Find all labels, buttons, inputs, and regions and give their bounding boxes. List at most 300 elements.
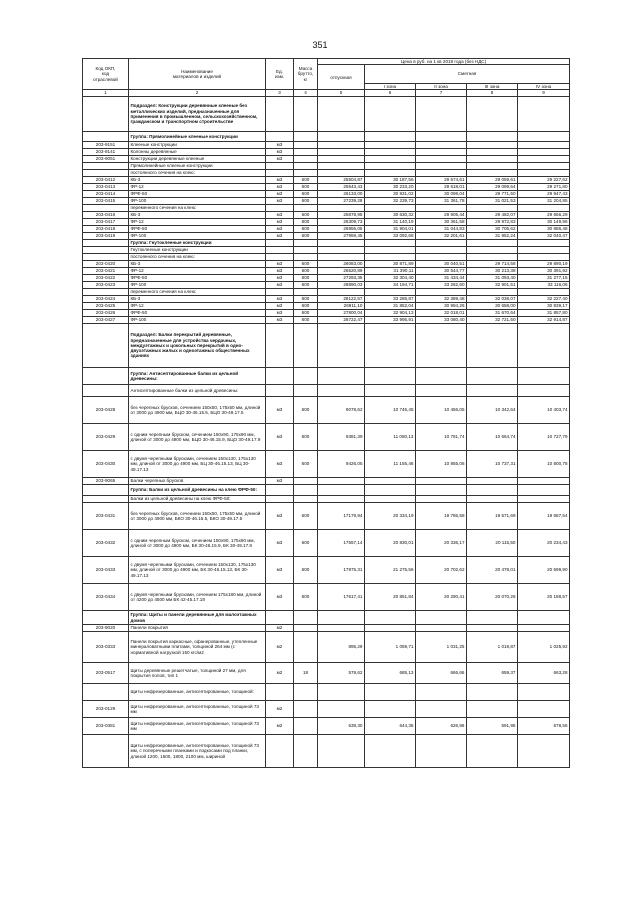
material-name: КБ-3: [129, 261, 266, 268]
column-index: 7: [416, 90, 467, 97]
unit: м3: [266, 177, 294, 184]
empty-cell: [467, 240, 518, 247]
empty-cell: [318, 496, 365, 503]
empty-cell: [518, 385, 570, 397]
okp-code: 203-0421: [83, 268, 129, 275]
material-name: Щиты нефрезерованные, антисептированные, толщиной 73 мм: [129, 718, 266, 735]
price-otpusknaya: 539,30: [318, 718, 365, 735]
empty-cell: [266, 289, 294, 296]
okp-code: 203-0413: [83, 184, 129, 191]
table-row: [83, 625, 570, 632]
price-zone-4: 32 227,40: [518, 296, 570, 303]
table-row: [83, 451, 570, 478]
subheading-row: [83, 289, 570, 296]
mass: 600: [294, 268, 318, 275]
unit: м3: [266, 557, 294, 584]
mass: [294, 632, 318, 663]
mass: 600: [294, 177, 318, 184]
price-otpusknaya: 27293,35: [318, 275, 365, 282]
price-zone-4: 19 687,54: [518, 503, 570, 530]
empty-cell: [266, 684, 294, 701]
price-zone-4: 29 656,29: [518, 212, 570, 219]
price-zone-3: 659,37: [467, 663, 518, 684]
mass: 600: [294, 397, 318, 424]
empty-cell: [318, 385, 365, 397]
okp-code: [83, 485, 129, 496]
empty-cell: [365, 735, 416, 768]
empty-cell: [365, 496, 416, 503]
mass: [294, 142, 318, 149]
price-zone-2: 29 618,01: [416, 184, 467, 191]
unit: м2: [266, 701, 294, 718]
price-zone-1: 30 871,89: [365, 261, 416, 268]
okp-code: 203-0428: [83, 397, 129, 424]
empty-cell: [467, 496, 518, 503]
mass: 600: [294, 584, 318, 611]
price-zone-4: 578,56: [518, 718, 570, 735]
okp-code: 203-0422: [83, 275, 129, 282]
price-table: [82, 58, 570, 768]
okp-code: 203-0431: [83, 503, 129, 530]
price-zone-3: 30 213,38: [467, 268, 518, 275]
price-zone-3: 31 021,53: [467, 198, 518, 205]
column-index: 1: [83, 90, 129, 97]
subheading: Прямолинейные клееные конструкции: [129, 163, 266, 170]
price-zone-4: [518, 156, 570, 163]
price-zone-1: 31 390,11: [365, 268, 416, 275]
empty-cell: [266, 485, 294, 496]
price-otpusknaya: 895,29: [318, 632, 365, 663]
empty-cell: [294, 205, 318, 212]
mass: 600: [294, 303, 318, 310]
empty-cell: [416, 611, 467, 625]
price-zone-3: [467, 142, 518, 149]
unit: м3: [266, 397, 294, 424]
empty-cell: [365, 205, 416, 212]
price-zone-3: 31 093,40: [467, 275, 518, 282]
okp-code: 203-0417: [83, 219, 129, 226]
price-zone-4: 20 599,90: [518, 557, 570, 584]
table-row: [83, 424, 570, 451]
group-row: [83, 368, 570, 385]
price-otpusknaya: 17557,14: [318, 530, 365, 557]
okp-code: [83, 368, 129, 385]
empty-cell: [266, 735, 294, 768]
empty-cell: [518, 240, 570, 247]
price-zone-2: 20 290,41: [416, 584, 467, 611]
section-title: Подраздел: Балки перекрытий деревянные, предназначенные для устройства чердачных, междуэтажных и цокольных перекрытий в одно-двухэтажных жилых и одноэтажных общественных зданиях: [129, 324, 266, 368]
price-otpusknaya: 26911,10: [318, 303, 365, 310]
column-index: 9: [518, 90, 570, 97]
page-number: 351: [312, 40, 328, 50]
table-row: [83, 530, 570, 557]
price-zone-1: [365, 478, 416, 485]
empty-cell: [266, 97, 294, 132]
empty-cell: [266, 240, 294, 247]
empty-cell: [294, 485, 318, 496]
okp-code: [83, 611, 129, 625]
empty-cell: [318, 97, 365, 132]
price-otpusknaya: [318, 142, 365, 149]
unit: м2: [266, 632, 294, 663]
okp-code: [83, 289, 129, 296]
empty-cell: [518, 163, 570, 170]
mass: 600: [294, 503, 318, 530]
price-zone-2: 32 018,01: [416, 310, 467, 317]
empty-cell: [467, 368, 518, 385]
price-zone-1: 34 194,71: [365, 282, 416, 289]
price-zone-1: 11 155,46: [365, 451, 416, 478]
mass: 600: [294, 275, 318, 282]
price-zone-4: 30 839,17: [518, 303, 570, 310]
price-zone-1: 20 851,84: [365, 584, 416, 611]
subheading: переменного сечения на клею:: [129, 289, 266, 296]
table-row: [83, 149, 570, 156]
unit: м3: [266, 226, 294, 233]
empty-cell: [318, 205, 365, 212]
price-zone-1: 10 745,45: [365, 397, 416, 424]
price-zone-4: 20 234,43: [518, 530, 570, 557]
table-row: [83, 718, 570, 735]
price-zone-4: 29 890,19: [518, 261, 570, 268]
price-zone-1: 30 233,20: [365, 184, 416, 191]
material-name: КБ-3: [129, 296, 266, 303]
okp-code: 203-0420: [83, 261, 129, 268]
price-zone-3: 1 019,87: [467, 632, 518, 663]
price-otpusknaya: 25504,87: [318, 177, 365, 184]
price-zone-1: 32 904,13: [365, 310, 416, 317]
table-row: [83, 503, 570, 530]
table-row: [83, 663, 570, 684]
okp-code: [83, 254, 129, 261]
empty-cell: [518, 170, 570, 177]
okp-code: 203-9051: [83, 156, 129, 163]
price-zone-3: 29 972,83: [467, 219, 518, 226]
unit: м3: [266, 296, 294, 303]
subheading: Антисептированные балки из цельной древесины:: [129, 385, 266, 397]
price-zone-4: 31 857,80: [518, 310, 570, 317]
empty-cell: [266, 163, 294, 170]
material-name: ФР-100: [129, 233, 266, 240]
price-zone-3: [467, 701, 518, 718]
empty-cell: [416, 247, 467, 254]
mass: 600: [294, 451, 318, 478]
empty-cell: [266, 170, 294, 177]
header-unit: Ед. изм.: [266, 59, 294, 90]
table-row: [83, 296, 570, 303]
price-otpusknaya: 27959,45: [318, 233, 365, 240]
mass: [294, 718, 318, 735]
material-name: ФР-12: [129, 184, 266, 191]
unit: м3: [266, 451, 294, 478]
group-row: [83, 611, 570, 625]
material-name: ФР-100: [129, 198, 266, 205]
okp-code: 203-9020: [83, 625, 129, 632]
table-body: [83, 97, 570, 768]
empty-cell: [518, 97, 570, 132]
empty-cell: [294, 385, 318, 397]
price-zone-2: [416, 701, 467, 718]
empty-cell: [467, 385, 518, 397]
price-zone-3: 32 901,51: [467, 282, 518, 289]
group-row: [83, 240, 570, 247]
price-zone-4: 1 025,92: [518, 632, 570, 663]
empty-cell: [266, 368, 294, 385]
okp-code: [83, 684, 129, 701]
price-zone-2: [416, 142, 467, 149]
price-zone-2: 30 544,77: [416, 268, 467, 275]
header-price-title: Цена в руб. на 1 кв 2019 года (без НДС): [318, 59, 570, 65]
subheading: Щиты нефрезерованные, антисептированные, толщиной:: [129, 684, 266, 701]
price-zone-3: [467, 149, 518, 156]
price-zone-1: 20 334,19: [365, 503, 416, 530]
price-zone-1: 1 059,71: [365, 632, 416, 663]
price-zone-3: 10 664,74: [467, 424, 518, 451]
empty-cell: [365, 254, 416, 261]
empty-cell: [365, 97, 416, 132]
price-zone-2: 626,96: [416, 718, 467, 735]
subheading: Щиты нефрезерованные, антисептированные, толщиной 73 мм, с поперечными планками и подкосами под планки, длиной 1200, 1500, 1800, 2100 мм, шириной: [129, 735, 266, 768]
price-otpusknaya: 9381,39: [318, 424, 365, 451]
okp-code: 203-0418: [83, 226, 129, 233]
table-row: [83, 268, 570, 275]
price-zone-2: 30 994,26: [416, 303, 467, 310]
empty-cell: [318, 485, 365, 496]
header-zone-1: I зона: [365, 83, 416, 89]
empty-cell: [467, 289, 518, 296]
mass: 600: [294, 424, 318, 451]
price-zone-1: [365, 625, 416, 632]
table-row: [83, 212, 570, 219]
material-name: без черепных брусков, сечением 150х50, 175х50 мм, длиной от 3000 до 4900 мм, БКО 30-46.15.5, БКО 30-49.17.5: [129, 503, 266, 530]
table-row: [83, 701, 570, 718]
price-zone-3: [467, 625, 518, 632]
unit: м2: [266, 663, 294, 684]
empty-cell: [416, 205, 467, 212]
empty-cell: [518, 289, 570, 296]
unit: м3: [266, 233, 294, 240]
group-title: Группа: Прямолинейные клееные конструкции: [129, 132, 266, 142]
table-row: [83, 282, 570, 289]
price-otpusknaya: 28122,57: [318, 296, 365, 303]
price-zone-3: 30 705,62: [467, 226, 518, 233]
material-name: КБ-3: [129, 212, 266, 219]
table-row: [83, 156, 570, 163]
price-zone-2: 32 201,61: [416, 233, 467, 240]
column-index: 3: [266, 90, 294, 97]
price-zone-2: 33 080,40: [416, 317, 467, 324]
empty-cell: [416, 368, 467, 385]
empty-cell: [318, 240, 365, 247]
table-row: [83, 478, 570, 485]
okp-code: 203-0425: [83, 303, 129, 310]
empty-cell: [467, 254, 518, 261]
price-zone-3: 19 571,69: [467, 503, 518, 530]
empty-cell: [365, 368, 416, 385]
group-title: Группа: Гнутоклееные конструкции: [129, 240, 266, 247]
subheading: Балки из цельной древесины на клею ФРФ-50:: [129, 496, 266, 503]
header-mass: Масса брутто, кг: [294, 59, 318, 90]
empty-cell: [416, 254, 467, 261]
header-zone-4: IV зона: [518, 83, 570, 89]
price-zone-2: 19 786,58: [416, 503, 467, 530]
empty-cell: [294, 735, 318, 768]
price-zone-4: 10 727,79: [518, 424, 570, 451]
okp-code: [83, 324, 129, 368]
empty-cell: [518, 611, 570, 625]
okp-code: 203-0426: [83, 310, 129, 317]
unit: м3: [266, 191, 294, 198]
okp-code: [83, 247, 129, 254]
okp-code: 203-0333: [83, 632, 129, 663]
price-zone-1: [365, 701, 416, 718]
price-otpusknaya: 27239,28: [318, 198, 365, 205]
table-row: [83, 184, 570, 191]
price-zone-2: 33 262,60: [416, 282, 467, 289]
price-zone-4: [518, 478, 570, 485]
okp-code: [83, 132, 129, 142]
price-zone-2: 30 098,04: [416, 191, 467, 198]
unit: м3: [266, 142, 294, 149]
empty-cell: [294, 324, 318, 368]
price-otpusknaya: 25543,43: [318, 184, 365, 191]
empty-cell: [416, 170, 467, 177]
mass: 600: [294, 219, 318, 226]
price-zone-4: 31 204,85: [518, 198, 570, 205]
empty-cell: [266, 254, 294, 261]
price-zone-4: 20 188,57: [518, 584, 570, 611]
okp-code: [83, 205, 129, 212]
header-code: Код ОКП, код отраслевой: [83, 59, 129, 90]
mass: [294, 478, 318, 485]
okp-code: 203-0414: [83, 191, 129, 198]
okp-code: 203-0416: [83, 212, 129, 219]
table-row: [83, 226, 570, 233]
table-row: [83, 275, 570, 282]
material-name: с двумя черепными брусками, сечением 150х130, 175х130 мм, длиной от 3000 до 4900 мм, БК 30-46.15.13, БК 30-49.17.13: [129, 557, 266, 584]
empty-cell: [318, 163, 365, 170]
section-row: [83, 97, 570, 132]
price-zone-2: [416, 149, 467, 156]
empty-cell: [467, 170, 518, 177]
price-zone-2: 32 389,48: [416, 296, 467, 303]
empty-cell: [294, 611, 318, 625]
material-name: без черепных брусков, сечением 150х50, 175х50 мм, длиной от 3000 до 4900 мм, БЦО 30-46.15.5, БЦО 30-49.17.5: [129, 397, 266, 424]
material-name: ФРФ-50: [129, 226, 266, 233]
okp-code: 203-0424: [83, 296, 129, 303]
price-otpusknaya: 9078,62: [318, 397, 365, 424]
price-zone-3: 591,95: [467, 718, 518, 735]
subheading-row: [83, 254, 570, 261]
empty-cell: [416, 485, 467, 496]
subheading-row: [83, 163, 570, 170]
price-otpusknaya: 26083,00: [318, 261, 365, 268]
price-zone-3: 29 714,58: [467, 261, 518, 268]
empty-cell: [365, 485, 416, 496]
price-zone-1: 33 995,91: [365, 317, 416, 324]
price-zone-3: 31 852,24: [467, 233, 518, 240]
empty-cell: [294, 368, 318, 385]
subheading: Гнутоклееные конструкции: [129, 247, 266, 254]
header-zone-2: II зона: [416, 83, 467, 89]
okp-code: 203-9065: [83, 478, 129, 485]
price-zone-4: 32 040,47: [518, 233, 570, 240]
mass: 600: [294, 317, 318, 324]
okp-code: 203-0381: [83, 718, 129, 735]
empty-cell: [365, 240, 416, 247]
empty-cell: [294, 163, 318, 170]
price-zone-4: 663,28: [518, 663, 570, 684]
okp-code: 203-9141: [83, 149, 129, 156]
table-row: [83, 303, 570, 310]
price-zone-2: 1 031,25: [416, 632, 467, 663]
price-zone-2: 10 456,05: [416, 397, 467, 424]
subheading: постоянного сечения на клею:: [129, 170, 266, 177]
price-zone-4: [518, 701, 570, 718]
header-otpusknaya: отпускная: [318, 65, 365, 90]
price-zone-3: 10 737,31: [467, 451, 518, 478]
material-name: Колонны деревянные: [129, 149, 266, 156]
empty-cell: [467, 132, 518, 142]
price-zone-4: [518, 142, 570, 149]
unit: м3: [266, 268, 294, 275]
group-title: Группа: Балки из цельной древесины на клею ФРФ-50:: [129, 485, 266, 496]
empty-cell: [518, 496, 570, 503]
subheading-row: [83, 684, 570, 701]
table-row: [83, 142, 570, 149]
price-zone-1: 32 239,73: [365, 198, 416, 205]
subheading-row: [83, 247, 570, 254]
material-name: ФР-12: [129, 268, 266, 275]
price-zone-1: 31 904,01: [365, 226, 416, 233]
price-zone-4: 29 227,62: [518, 177, 570, 184]
empty-cell: [416, 324, 467, 368]
price-zone-1: 31 140,19: [365, 219, 416, 226]
empty-cell: [294, 132, 318, 142]
material-name: Балки черепных брусков: [129, 478, 266, 485]
okp-code: 203-0430: [83, 451, 129, 478]
unit: м3: [266, 530, 294, 557]
empty-cell: [266, 132, 294, 142]
price-zone-1: 30 931,02: [365, 191, 416, 198]
empty-cell: [416, 240, 467, 247]
price-zone-2: 30 040,51: [416, 261, 467, 268]
column-index: 2: [129, 90, 266, 97]
okp-code: 203-0427: [83, 317, 129, 324]
header-name: Наименование материалов и изделий: [129, 59, 266, 90]
subheading-row: [83, 496, 570, 503]
price-otpusknaya: [318, 478, 365, 485]
column-index-row: [83, 90, 570, 97]
material-name: ФРФ-50: [129, 310, 266, 317]
table-row: [83, 632, 570, 663]
price-zone-1: [365, 156, 416, 163]
empty-cell: [518, 254, 570, 261]
empty-cell: [318, 368, 365, 385]
mass: 600: [294, 191, 318, 198]
empty-cell: [467, 324, 518, 368]
unit: м3: [266, 275, 294, 282]
price-otpusknaya: 17179,94: [318, 503, 365, 530]
price-zone-3: 32 038,07: [467, 296, 518, 303]
price-zone-1: 31 852,04: [365, 303, 416, 310]
material-name: КБ-3: [129, 177, 266, 184]
price-otpusknaya: 28890,03: [318, 282, 365, 289]
empty-cell: [467, 97, 518, 132]
material-name: ФРФ-50: [129, 275, 266, 282]
price-zone-3: 20 478,01: [467, 557, 518, 584]
price-zone-3: 31 670,64: [467, 310, 518, 317]
